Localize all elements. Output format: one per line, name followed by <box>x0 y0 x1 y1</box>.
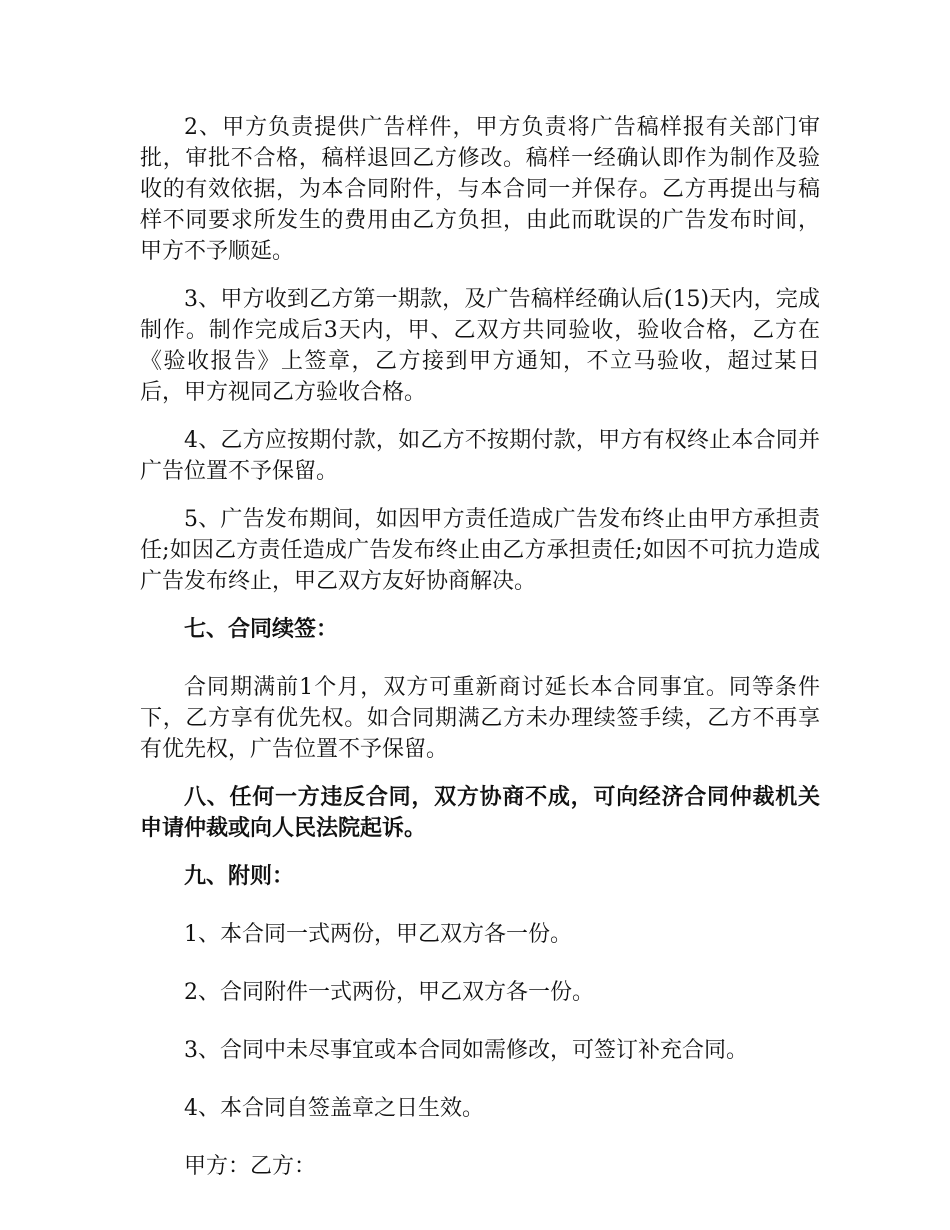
clause-renewal: 合同期满前1个月，双方可重新商讨延长本合同事宜。同等条件下，乙方享有优先权。如合同期满乙方未办理续签手续，乙方不再享有优先权，广告位置不予保留。 <box>140 675 820 762</box>
clause-6-2: 2、甲方负责提供广告样件，甲方负责将广告稿样报有关部门审批，审批不合格，稿样退回乙方修改。稿样一经确认即作为制作及验收的有效依据，为本合同附件，与本合同一并保存。乙方再提出与稿样不同要求所发生的费用由乙方负担，由此而耽误的广告发布时间，甲方不予顺延。 <box>140 115 820 264</box>
clause-6-3: 3、甲方收到乙方第一期款，及广告稿样经确认后(15)天内，完成制作。制作完成后3天内，甲、乙双方共同验收，验收合格，乙方在《验收报告》上签章，乙方接到甲方通知，不立马验收，超过某日后，甲方视同乙方验收合格。 <box>140 287 820 405</box>
clause-6-4: 4、乙方应按期付款，如乙方不按期付款，甲方有权终止本合同并广告位置不予保留。 <box>140 428 820 484</box>
section-heading-supplementary: 九、附则： <box>184 864 295 889</box>
clause-9-4: 4、本合同自签盖章之日生效。 <box>184 1096 484 1121</box>
clause-9-1: 1、本合同一式两份，甲乙双方各一份。 <box>184 922 572 947</box>
section-heading-dispute: 八、任何一方违反合同，双方协商不成，可向经济合同仲裁机关申请仲裁或向人民法院起诉。 <box>140 785 820 841</box>
clause-6-5: 5、广告发布期间，如因甲方责任造成广告发布终止由甲方承担责任;如因乙方责任造成广告发布终止由乙方承担责任;如因不可抗力造成广告发布终止，甲乙双方友好协商解决。 <box>140 507 820 594</box>
clause-9-3: 3、合同中未尽事宜或本合同如需修改，可签订补充合同。 <box>184 1038 748 1063</box>
contract-body <box>140 112 820 1209</box>
clause-9-2: 2、合同附件一式两份，甲乙双方各一份。 <box>184 980 594 1005</box>
signature-line: 甲方：乙方： <box>184 1154 317 1179</box>
section-heading-renewal: 七、合同续签： <box>184 617 339 642</box>
